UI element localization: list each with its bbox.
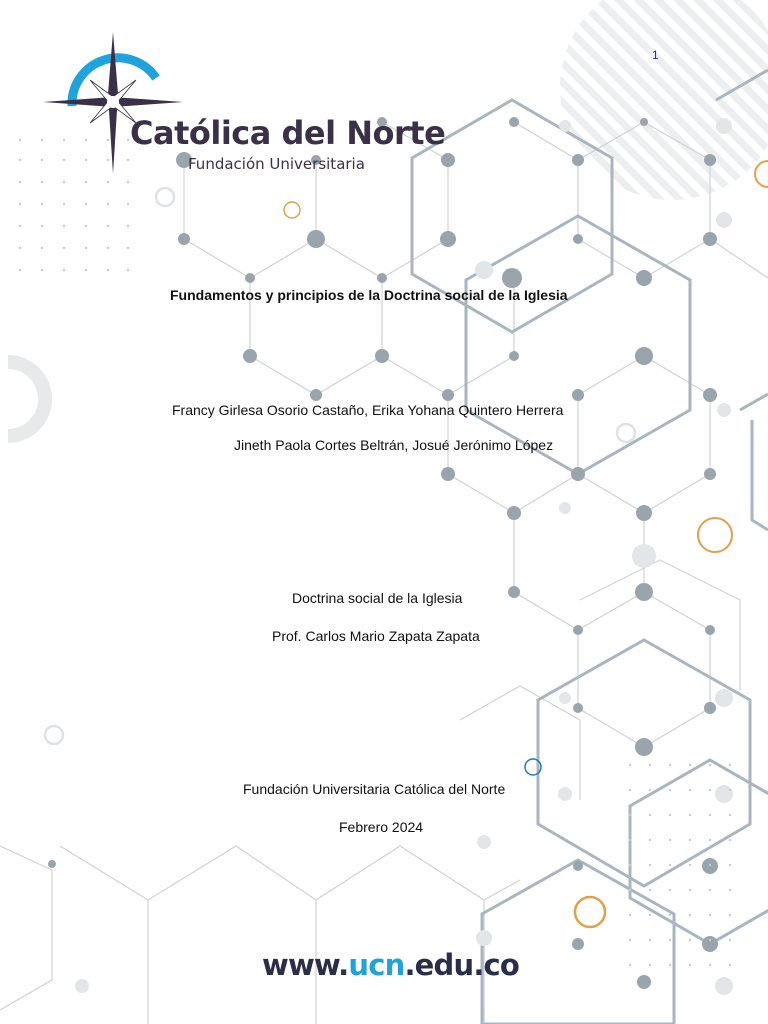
website-prefix: www.	[262, 948, 349, 982]
authors-line-1: Francy Girlesa Osorio Castaño, Erika Yohana Quintero Herrera	[172, 402, 564, 418]
document-title: Fundamentos y principios de la Doctrina social de la Iglesia	[170, 287, 568, 303]
arc-decoration	[8, 362, 45, 436]
professor-name: Prof. Carlos Mario Zapata Zapata	[272, 628, 480, 644]
ring-decoration	[156, 188, 174, 206]
orange-ring-decoration	[698, 518, 732, 552]
orange-ring-decoration	[575, 897, 605, 927]
authors-line-2: Jineth Paola Cortes Beltrán, Josué Jerónimo López	[234, 437, 554, 453]
ring-decoration	[45, 726, 63, 744]
course-name: Doctrina social de la Iglesia	[292, 590, 463, 606]
page-number: 1	[652, 48, 659, 62]
website-url[interactable]	[262, 948, 519, 982]
institution-name: Fundación Universitaria Católica del Norte	[243, 781, 506, 797]
document-date: Febrero 2024	[339, 819, 424, 835]
website-highlight: ucn	[348, 948, 405, 982]
logo-subtitle: Fundación Universitaria	[188, 155, 365, 173]
striped-circle-decoration	[560, 0, 768, 200]
website-suffix: .edu.co	[404, 948, 520, 982]
orange-ring-decoration	[755, 161, 768, 187]
logo-title: Católica del Norte	[130, 114, 446, 152]
orange-ring-decoration	[284, 202, 300, 218]
